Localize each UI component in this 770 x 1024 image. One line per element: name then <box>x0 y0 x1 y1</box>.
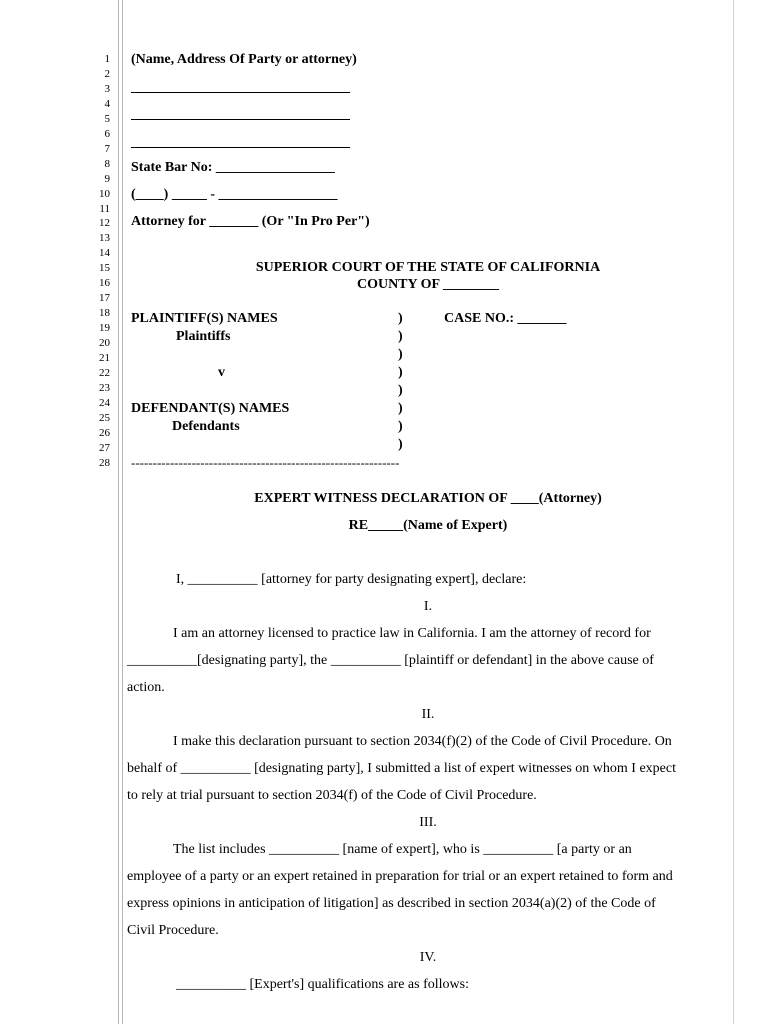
line-number: 6 <box>104 127 110 140</box>
paragraph-3-line-4: Civil Procedure. <box>127 923 219 938</box>
paragraph-4-line-1: __________ [Expert's] qualifications are as follows: <box>176 977 469 992</box>
line-number: 2 <box>104 67 110 80</box>
declaration-subtitle: RE_____(Name of Expert) <box>348 518 508 533</box>
state-bar-no: State Bar No: _________________ <box>131 160 335 175</box>
line-number: 14 <box>99 247 110 260</box>
line-number: 27 <box>99 441 110 454</box>
line-number: 26 <box>99 426 110 439</box>
address-blank-2 <box>131 119 350 120</box>
line-number: 25 <box>99 411 110 424</box>
declaration-title: EXPERT WITNESS DECLARATION OF ____(Attorney) <box>254 491 602 506</box>
caption-paren: ) <box>398 383 403 398</box>
paragraph-2-line-2: behalf of __________ [designating party], I submitted a list of expert witnesses on whom I expect <box>127 761 676 776</box>
declaration-intro: I, __________ [attorney for party designating expert], declare: <box>176 572 527 587</box>
left-margin-rule <box>118 0 119 1024</box>
caption-separator: -------------------------------------------------------------- <box>131 455 400 470</box>
line-number: 3 <box>104 82 110 95</box>
paragraph-2-line-1: I make this declaration pursuant to section 2034(f)(2) of the Code of Civil Procedure. On <box>173 734 672 749</box>
line-number: 10 <box>99 187 110 200</box>
line-number: 15 <box>99 262 110 275</box>
versus-label: v <box>218 365 225 380</box>
section-heading-1: I. <box>423 599 433 614</box>
line-number: 17 <box>99 292 110 305</box>
line-number: 9 <box>104 172 110 185</box>
defendants-label: Defendants <box>172 419 240 434</box>
paragraph-3-line-2: employee of a party or an expert retained in preparation for trial or an expert retained to form and <box>127 869 673 884</box>
caption-paren: ) <box>398 347 403 362</box>
case-number: CASE NO.: _______ <box>444 311 567 326</box>
left-margin-rule-inner <box>122 0 123 1024</box>
paragraph-3-line-1: The list includes __________ [name of expert], who is __________ [a party or an <box>173 842 632 857</box>
line-number: 5 <box>104 112 110 125</box>
address-blank-1 <box>131 92 350 93</box>
paragraph-1-line-2: __________[designating party], the __________ [plaintiff or defendant] in the above cause of <box>127 653 654 668</box>
address-blank-3 <box>131 147 350 148</box>
line-numbers <box>88 52 110 471</box>
caption-paren: ) <box>398 311 403 326</box>
line-number: 18 <box>99 307 110 320</box>
caption-paren: ) <box>398 329 403 344</box>
line-number: 21 <box>99 352 110 365</box>
line-number: 19 <box>99 322 110 335</box>
line-number: 11 <box>99 202 110 215</box>
caption-paren: ) <box>398 401 403 416</box>
paragraph-2-line-3: to rely at trial pursuant to section 2034(f) of the Code of Civil Procedure. <box>127 788 537 803</box>
paragraph-3-line-3: express opinions in anticipation of litigation] as described in section 2034(a)(2) of the Code of <box>127 896 656 911</box>
line-number: 24 <box>99 396 110 409</box>
caption-paren: ) <box>398 365 403 380</box>
line-number: 20 <box>99 337 110 350</box>
court-county: COUNTY OF ________ <box>356 277 500 292</box>
line-number: 12 <box>99 217 110 230</box>
line-number: 7 <box>104 142 110 155</box>
line-number: 1 <box>104 53 110 65</box>
attorney-for: Attorney for _______ (Or "In Pro Per") <box>131 214 370 229</box>
phone-number: (____) _____ - _________________ <box>131 187 338 202</box>
plaintiff-names: PLAINTIFF(S) NAMES <box>131 311 278 326</box>
right-margin-rule <box>733 0 734 1024</box>
caption-paren: ) <box>398 437 403 452</box>
line-number: 16 <box>99 277 110 290</box>
line-number: 4 <box>104 97 110 110</box>
line-number: 22 <box>99 367 110 380</box>
defendant-names: DEFENDANT(S) NAMES <box>131 401 290 416</box>
party-address-label: (Name, Address Of Party or attorney) <box>131 52 357 67</box>
line-number: 8 <box>104 157 110 170</box>
plaintiffs-label: Plaintiffs <box>176 329 231 344</box>
line-number: 28 <box>99 456 110 469</box>
section-heading-2: II. <box>421 707 435 722</box>
section-heading-3: III. <box>419 815 437 830</box>
paragraph-1-line-3: action. <box>127 680 165 695</box>
caption-paren: ) <box>398 419 403 434</box>
paragraph-1-line-1: I am an attorney licensed to practice law in California. I am the attorney of record for <box>173 626 651 641</box>
line-number: 13 <box>99 232 110 245</box>
court-name: SUPERIOR COURT OF THE STATE OF CALIFORNIA <box>255 260 601 275</box>
section-heading-4: IV. <box>419 950 437 965</box>
line-number: 23 <box>99 381 110 394</box>
